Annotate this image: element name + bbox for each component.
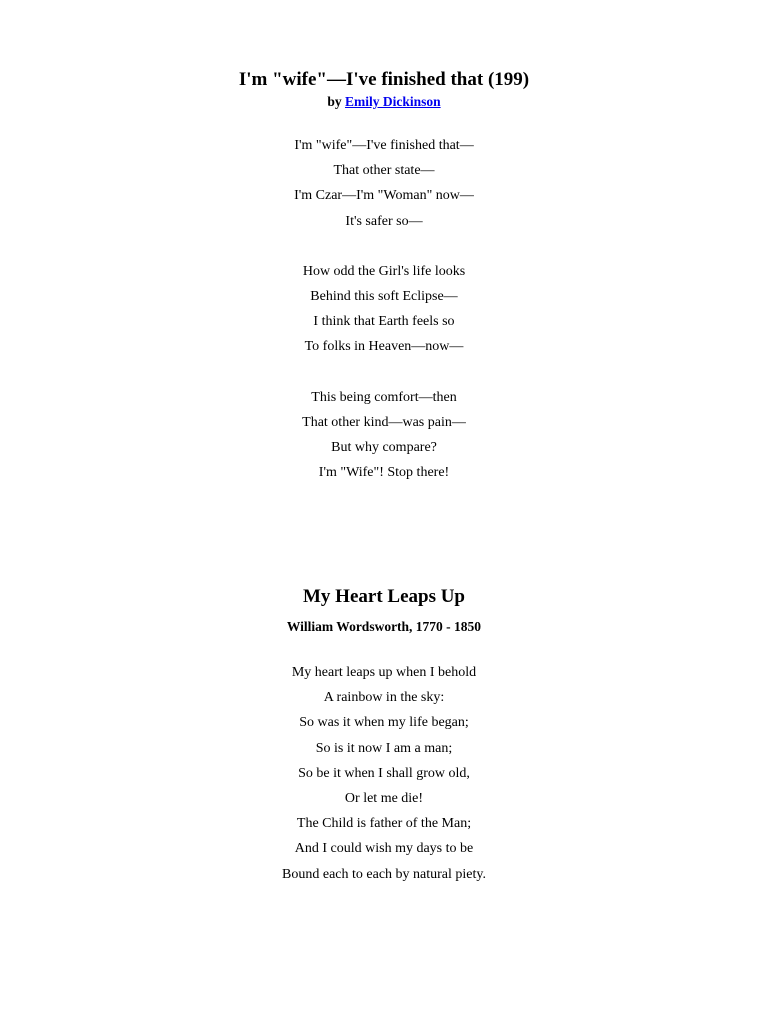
stanza <box>0 259 768 360</box>
stanza <box>0 385 768 486</box>
poem-body <box>0 660 768 887</box>
author-name: William Wordsworth, 1770 - 1850 <box>286 619 482 634</box>
poem-title: I'm "wife"—I've finished that (199) <box>238 69 530 90</box>
poem-line: So is it now I am a man; <box>315 740 453 756</box>
stanza <box>0 660 768 887</box>
poem-byline <box>0 93 768 111</box>
poem-line: I'm "wife"—I've finished that— <box>294 138 474 153</box>
poem-title: My Heart Leaps Up <box>302 586 465 607</box>
poem-line: And I could wish my days to be <box>294 841 474 857</box>
poem-my-heart-leaps-up <box>0 584 768 912</box>
poem-line: My heart leaps up when I behold <box>291 665 477 680</box>
poem-line: Or let me die! <box>344 791 424 807</box>
poem-body <box>0 133 768 485</box>
poem-line: How odd the Girl's life looks <box>302 263 466 279</box>
stanza <box>0 133 768 234</box>
poem-line: So be it when I shall grow old, <box>298 765 470 781</box>
poem-line: This being comfort—then <box>311 389 457 405</box>
poem-wife <box>0 67 768 510</box>
poem-line: That other kind—was pain— <box>302 414 466 430</box>
poem-byline <box>0 618 768 636</box>
poem-line: So was it when my life began; <box>299 715 469 731</box>
byline-prefix: by <box>327 94 345 109</box>
poem-line: But why compare? <box>331 440 437 456</box>
poem-line: That other state— <box>333 163 435 179</box>
poem-line: It's safer so— <box>345 213 423 229</box>
poem-line: I'm "Wife"! Stop there! <box>318 465 450 481</box>
poem-line: To folks in Heaven—now— <box>304 339 464 355</box>
poem-line: I think that Earth feels so <box>313 314 455 330</box>
poem-line: Behind this soft Eclipse— <box>310 289 458 305</box>
poem-line: The Child is father of the Man; <box>296 816 472 832</box>
poem-line: Bound each to each by natural piety. <box>282 866 486 882</box>
poem-line: I'm Czar—I'm "Woman" now— <box>294 188 474 204</box>
author-link[interactable]: Emily Dickinson <box>344 94 441 109</box>
poem-line: A rainbow in the sky: <box>323 690 445 706</box>
